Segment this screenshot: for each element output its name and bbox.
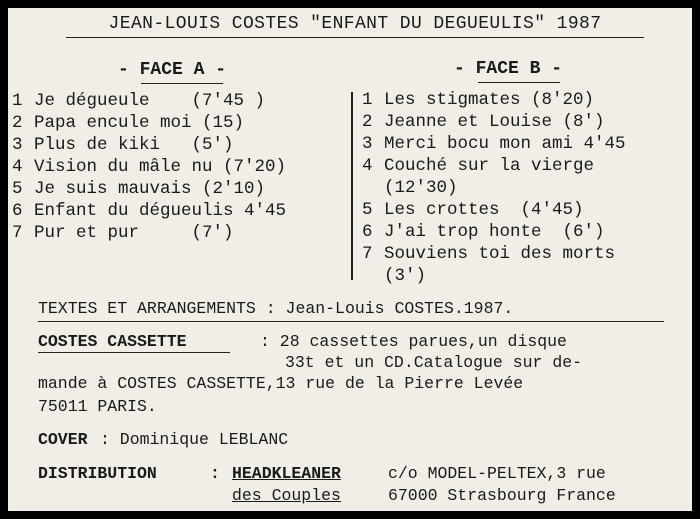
- face-b-heading-underline: [478, 82, 560, 83]
- track-a-4: 4 Vision du mâle nu (7'20): [12, 157, 287, 177]
- track-b-2: 2 Jeanne et Louise (8'): [362, 112, 605, 132]
- distribution-street: des Couples: [232, 486, 341, 505]
- track-b-4-duration: (12'30): [384, 178, 458, 198]
- cover-label: COVER: [38, 430, 88, 449]
- track-a-6: 6 Enfant du dégueulis 4'45: [12, 201, 287, 221]
- costes-line-3: mande à COSTES CASSETTE,13 rue de la Pierre Levée: [38, 374, 524, 393]
- face-b-heading: - FACE B -: [454, 59, 563, 79]
- track-b-1: 1 Les stigmates (8'20): [362, 90, 595, 110]
- cassette-insert-card: [8, 8, 692, 511]
- distribution-city: 67000 Strasbourg France: [388, 486, 616, 505]
- cover-value: : Dominique LEBLANC: [100, 430, 289, 449]
- face-a-heading-underline: [141, 83, 223, 84]
- costes-line-4: 75011 PARIS.: [38, 397, 157, 416]
- title-underline: [66, 37, 644, 38]
- distributor-name: HEADKLEANER: [232, 464, 341, 483]
- track-a-5: 5 Je suis mauvais (2'10): [12, 179, 266, 199]
- track-b-7-duration: (3'): [384, 266, 427, 286]
- track-b-4: 4 Couché sur la vierge: [362, 156, 595, 176]
- track-a-3: 3 Plus de kiki (5'): [12, 135, 234, 155]
- face-divider: [351, 92, 353, 280]
- distribution-line-1: c/o MODEL-PELTEX,3 rue: [388, 464, 606, 483]
- distribution-label: DISTRIBUTION: [38, 464, 157, 483]
- track-a-2: 2 Papa encule moi (15): [12, 113, 245, 133]
- track-b-5: 5 Les crottes (4'45): [362, 200, 584, 220]
- track-b-6: 6 J'ai trop honte (6'): [362, 222, 605, 242]
- track-b-3: 3 Merci bocu mon ami 4'45: [362, 134, 626, 154]
- costes-line-2: 33t et un CD.Catalogue sur de-: [285, 353, 583, 372]
- track-b-7: 7 Souviens toi des morts: [362, 244, 616, 264]
- credits-rule: [38, 321, 664, 322]
- track-a-7: 7 Pur et pur (7'): [12, 223, 234, 243]
- distribution-separator: :: [210, 464, 220, 483]
- costes-cassette-label: COSTES CASSETTE: [38, 332, 187, 351]
- costes-line-1: : 28 cassettes parues,un disque: [260, 332, 567, 351]
- texts-arrangements-line: TEXTES ET ARRANGEMENTS : Jean-Louis COSTES.1987.: [38, 299, 514, 318]
- album-title: JEAN-LOUIS COSTES "ENFANT DU DEGUEULIS" 1987: [108, 14, 602, 34]
- track-a-1: 1 Je dégueule (7'45 ): [12, 91, 266, 111]
- costes-label-underline: [38, 352, 230, 353]
- face-a-heading: - FACE A -: [118, 60, 227, 80]
